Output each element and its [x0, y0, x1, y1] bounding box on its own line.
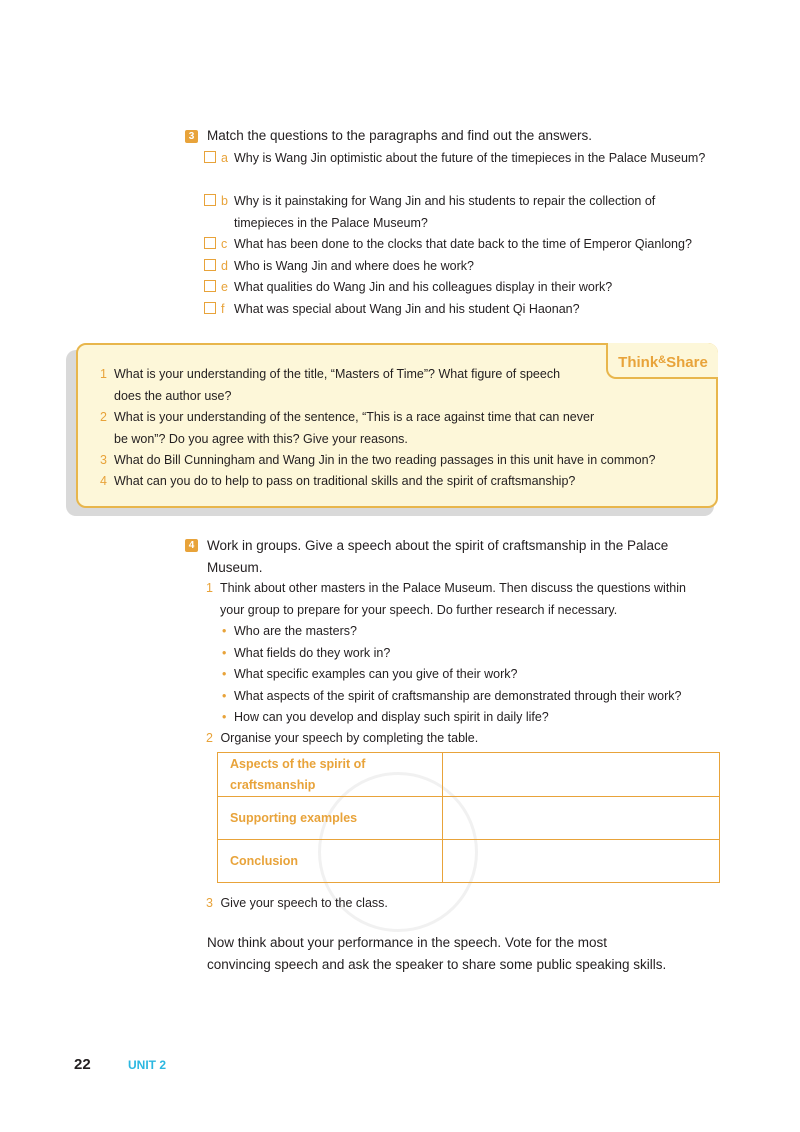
question-number: 3	[100, 453, 107, 467]
section-3-badge: 3	[185, 130, 198, 143]
closing-line: Now think about your performance in the speech. Vote for the most	[207, 935, 607, 950]
step-text: Give your speech to the class.	[220, 896, 388, 910]
question-number: 2	[100, 410, 107, 424]
table-label-cell	[218, 840, 443, 883]
unit-label: UNIT 2	[128, 1058, 167, 1072]
question-text: Why is Wang Jin optimistic about the future of the timepieces in the Palace Museum?	[234, 151, 706, 165]
label-line: Conclusion	[230, 853, 299, 868]
step-2	[206, 728, 478, 750]
question-e	[204, 277, 613, 299]
question-letter: f	[221, 302, 225, 316]
step-1-number	[206, 578, 213, 600]
question-text: What do Bill Cunningham and Wang Jin in the two reading passages in this unit have in common?	[114, 453, 656, 467]
closing-line: convincing speech and ask the speaker to share some public speaking skills.	[207, 957, 667, 972]
question-b	[204, 191, 656, 230]
share-label: Share	[666, 354, 708, 371]
question-line: does the author use?	[114, 388, 232, 403]
question-text: What can you do to help to pass on traditional skills and the spirit of craftsmanship?	[114, 474, 576, 488]
step-1-text	[220, 578, 720, 621]
bullet-item: • How can you develop and display such spirit in daily life?	[222, 710, 549, 724]
label-line: Supporting examples	[230, 810, 358, 825]
think-share-tag	[606, 343, 718, 379]
table-answer-cell[interactable]	[443, 797, 720, 840]
question-text: Why is it painstaking for Wang Jin and his students to repair the collection of timepieces in the Palace Museum?	[234, 194, 656, 230]
bullet-text: What fields do they work in?	[234, 645, 391, 660]
lightbulb-icon: &	[658, 354, 667, 366]
question-number: 1	[100, 367, 107, 381]
bullet-text: What specific examples can you give of their work?	[234, 667, 518, 681]
think-label: Think	[618, 354, 659, 371]
step-line: Think about other masters in the Palace Museum. Then discuss the questions within	[220, 581, 686, 595]
bullet-text: Who are the masters?	[234, 624, 357, 638]
table-label-cell	[218, 753, 443, 797]
question-letter: d	[221, 259, 228, 273]
closing-paragraph	[207, 932, 666, 976]
bullet-item: • What specific examples can you give of their work?	[222, 667, 518, 681]
section-3-title: Match the questions to the paragraphs and find out the answers.	[207, 128, 592, 143]
checkbox-c[interactable]	[204, 237, 216, 249]
bullet-text: How can you develop and display such spirit in daily life?	[234, 710, 549, 724]
question-number: 4	[100, 474, 107, 488]
question-letter: c	[221, 237, 228, 251]
bullet-item: • What aspects of the spirit of craftsmanship are demonstrated through their work?	[222, 688, 682, 703]
question-text: Who is Wang Jin and where does he work?	[234, 259, 474, 273]
table-row	[218, 797, 720, 840]
step-number: 1	[206, 581, 213, 595]
step-number: 2	[206, 731, 213, 745]
question-text: What was special about Wang Jin and his student Qi Haonan?	[234, 302, 580, 316]
label-line: craftsmanship	[230, 777, 316, 792]
checkbox-a[interactable]	[204, 151, 216, 163]
question-text: What qualities do Wang Jin and his colleagues display in their work?	[234, 280, 613, 294]
bullet-text: What aspects of the spirit of craftsmanship are demonstrated through their work?	[234, 688, 682, 703]
checkbox-d[interactable]	[204, 259, 216, 271]
speech-table	[217, 752, 720, 883]
question-letter: e	[221, 280, 228, 294]
question-line: What is your understanding of the sentence, “This is a race against time that can never	[114, 410, 595, 424]
section-4-badge: 4	[185, 539, 198, 552]
label-line: Aspects of the spirit of	[230, 756, 366, 771]
table-row	[218, 753, 720, 797]
question-line: be won”? Do you agree with this? Give your reasons.	[114, 431, 408, 446]
question-a	[204, 148, 706, 170]
section-4-title	[207, 535, 668, 579]
table-answer-cell[interactable]	[443, 753, 720, 797]
table-label-cell	[218, 797, 443, 840]
table-answer-cell[interactable]	[443, 840, 720, 883]
question-f	[204, 299, 580, 321]
question-letter: a	[221, 151, 228, 165]
question-line: What is your understanding of the title, “Masters of Time”? What figure of speech	[114, 367, 561, 381]
checkbox-f[interactable]	[204, 302, 216, 314]
question-d	[204, 256, 474, 278]
bullet-item: • What fields do they work in?	[222, 645, 391, 660]
title-line: Work in groups. Give a speech about the spirit of craftsmanship in the Palace	[207, 538, 669, 553]
question-text	[114, 364, 614, 407]
step-3	[206, 893, 388, 915]
step-number: 3	[206, 896, 213, 910]
step-text: Organise your speech by completing the table.	[220, 731, 479, 745]
question-c	[204, 234, 692, 256]
question-letter: b	[221, 194, 228, 208]
question-text	[114, 407, 634, 450]
page-number: 22	[74, 1056, 91, 1073]
table-row	[218, 840, 720, 883]
title-line: Museum.	[207, 560, 263, 575]
checkbox-b[interactable]	[204, 194, 216, 206]
checkbox-e[interactable]	[204, 280, 216, 292]
step-line: your group to prepare for your speech. Do further research if necessary.	[220, 602, 618, 617]
question-text: What has been done to the clocks that date back to the time of Emperor Qianlong?	[234, 237, 692, 251]
bullet-item: • Who are the masters?	[222, 624, 357, 638]
step-1-bullets	[222, 621, 722, 729]
